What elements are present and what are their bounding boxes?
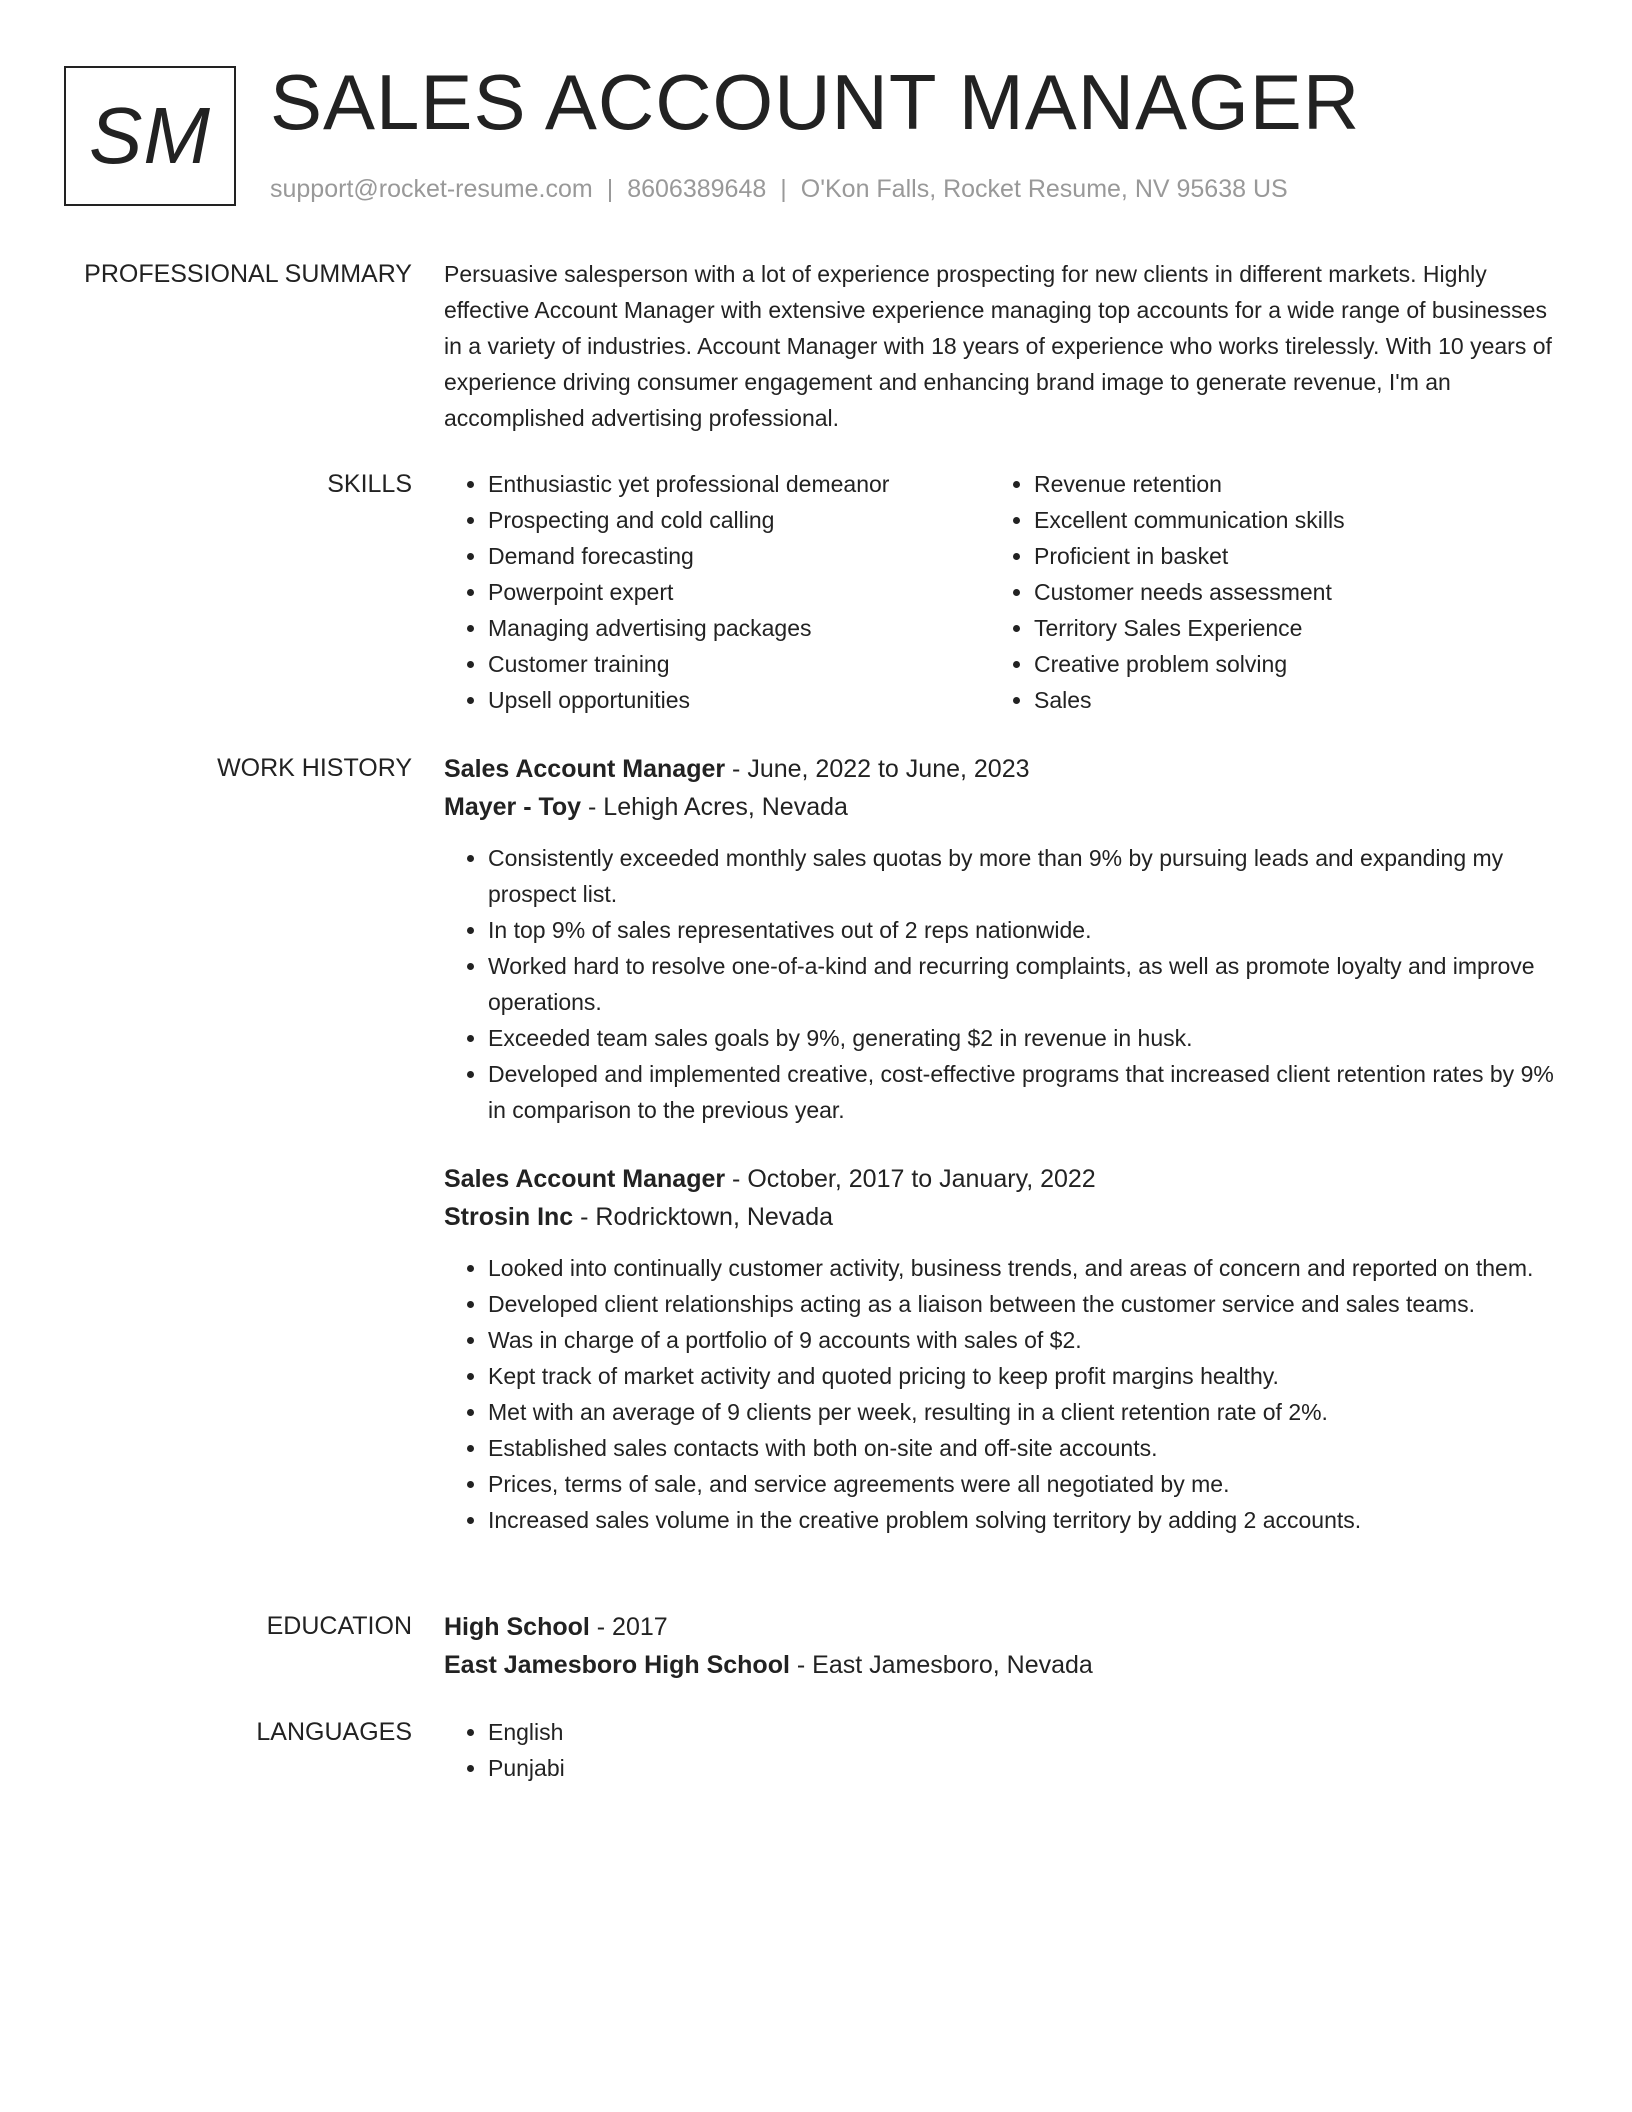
job-bullet: • In top 9% of sales representatives out of 2 reps nationwide. — [488, 912, 1560, 948]
education-body — [444, 1608, 1560, 1684]
job-bullet: • Looked into continually customer activity, business trends, and areas of concern and reported on them. — [488, 1250, 1560, 1286]
resume-title: SALES ACCOUNT MANAGER — [270, 58, 1361, 146]
skill-item: • Revenue retention — [1034, 466, 1536, 502]
job-title: Sales Account Manager — [444, 1165, 726, 1193]
job-bullet: • Prices, terms of sale, and service agreements were all negotiated by me. — [488, 1466, 1560, 1502]
section-label-work-history: WORK HISTORY — [217, 754, 412, 782]
education-degree-line — [444, 1608, 1560, 1646]
job-title-line — [444, 1160, 1560, 1198]
language-item: • Punjabi — [488, 1750, 1560, 1786]
job-bullet: • Exceeded team sales goals by 9%, generating $2 in revenue in husk. — [488, 1020, 1560, 1056]
job-bullet: • Met with an average of 9 clients per week, resulting in a client retention rate of 2%. — [488, 1394, 1560, 1430]
section-label-skills: SKILLS — [327, 470, 412, 498]
job-bullet: • Established sales contacts with both on-site and off-site accounts. — [488, 1430, 1560, 1466]
language-item: • English — [488, 1714, 1560, 1750]
education-school-line — [444, 1646, 1560, 1684]
skill-item: • Customer needs assessment — [1034, 574, 1536, 610]
job-bullet: • Developed and implemented creative, cost-effective programs that increased client retention rates by 9% in comparison to the previous year. — [488, 1056, 1560, 1128]
summary-text: Persuasive salesperson with a lot of experience prospecting for new clients in different markets. Highly effective Account Manager with extensive experience managing top accounts for a wide range of businesses in a variety of industries. Account Manager with 18 years of experience who works tirelessly. With 10 years of experience driving consumer engagement and enhancing brand image to generate revenue, I'm an accomplished advertising professional. — [444, 261, 1552, 431]
skill-item: • Managing advertising packages — [488, 610, 990, 646]
contact-address: O'Kon Falls, Rocket Resume, NV 95638 US — [800, 175, 1288, 203]
skill-item: • Excellent communication skills — [1034, 502, 1536, 538]
contact-phone[interactable]: 8606389648 — [627, 175, 767, 203]
work-history-body — [444, 750, 1560, 1538]
skill-item: • Demand forecasting — [488, 538, 990, 574]
education-year: - 2017 — [589, 1613, 668, 1641]
monogram-box — [64, 66, 236, 206]
job-bullet-list — [444, 840, 1560, 1128]
monogram-initials: SM — [89, 91, 211, 180]
job-company: Strosin Inc — [444, 1203, 574, 1231]
job-dates: - June, 2022 to June, 2023 — [725, 755, 1030, 783]
education-degree: High School — [444, 1613, 590, 1641]
job-title-line — [444, 750, 1560, 788]
skill-item: • Customer training — [488, 646, 990, 682]
skill-item: • Sales — [1034, 682, 1536, 718]
contact-line — [270, 172, 1288, 206]
job-bullet: • Kept track of market activity and quoted pricing to keep profit margins healthy. — [488, 1358, 1560, 1394]
skills-body — [444, 466, 1560, 718]
skill-item: • Territory Sales Experience — [1034, 610, 1536, 646]
contact-separator: | — [606, 175, 614, 203]
contact-email[interactable]: support@rocket-resume.com — [270, 175, 593, 203]
job-bullet: • Was in charge of a portfolio of 9 accounts with sales of $2. — [488, 1322, 1560, 1358]
job-entry — [444, 1160, 1560, 1538]
section-label-education: EDUCATION — [266, 1612, 412, 1640]
section-label-languages: LANGUAGES — [256, 1718, 412, 1746]
languages-list — [444, 1714, 1560, 1786]
job-company-line — [444, 1198, 1560, 1236]
skill-item: • Prospecting and cold calling — [488, 502, 990, 538]
job-bullet-list — [444, 1250, 1560, 1538]
job-location: - Lehigh Acres, Nevada — [581, 793, 848, 821]
job-dates: - October, 2017 to January, 2022 — [725, 1165, 1096, 1193]
skill-item: • Creative problem solving — [1034, 646, 1536, 682]
skills-list-left — [444, 466, 990, 718]
job-company: Mayer - Toy — [444, 793, 582, 821]
job-title: Sales Account Manager — [444, 755, 726, 783]
job-bullet: • Consistently exceeded monthly sales quotas by more than 9% by pursuing leads and expanding my prospect list. — [488, 840, 1560, 912]
education-school: East Jamesboro High School — [444, 1651, 790, 1679]
job-entry — [444, 750, 1560, 1128]
job-bullet: • Worked hard to resolve one-of-a-kind and recurring complaints, as well as promote loyalty and improve operations. — [488, 948, 1560, 1020]
skill-item: • Enthusiastic yet professional demeanor — [488, 466, 990, 502]
education-location: - East Jamesboro, Nevada — [789, 1651, 1093, 1679]
skill-item: • Upsell opportunities — [488, 682, 990, 718]
skill-item: • Proficient in basket — [1034, 538, 1536, 574]
job-company-line — [444, 788, 1560, 826]
summary-body — [444, 256, 1560, 436]
job-bullet: • Increased sales volume in the creative problem solving territory by adding 2 accounts. — [488, 1502, 1560, 1538]
job-location: - Rodricktown, Nevada — [573, 1203, 834, 1231]
skills-list-right — [990, 466, 1536, 718]
contact-separator: | — [780, 175, 787, 203]
section-label-summary: PROFESSIONAL SUMMARY — [84, 260, 412, 288]
skill-item: • Powerpoint expert — [488, 574, 990, 610]
languages-body — [444, 1714, 1560, 1786]
job-bullet: • Developed client relationships acting as a liaison between the customer service and sales teams. — [488, 1286, 1560, 1322]
